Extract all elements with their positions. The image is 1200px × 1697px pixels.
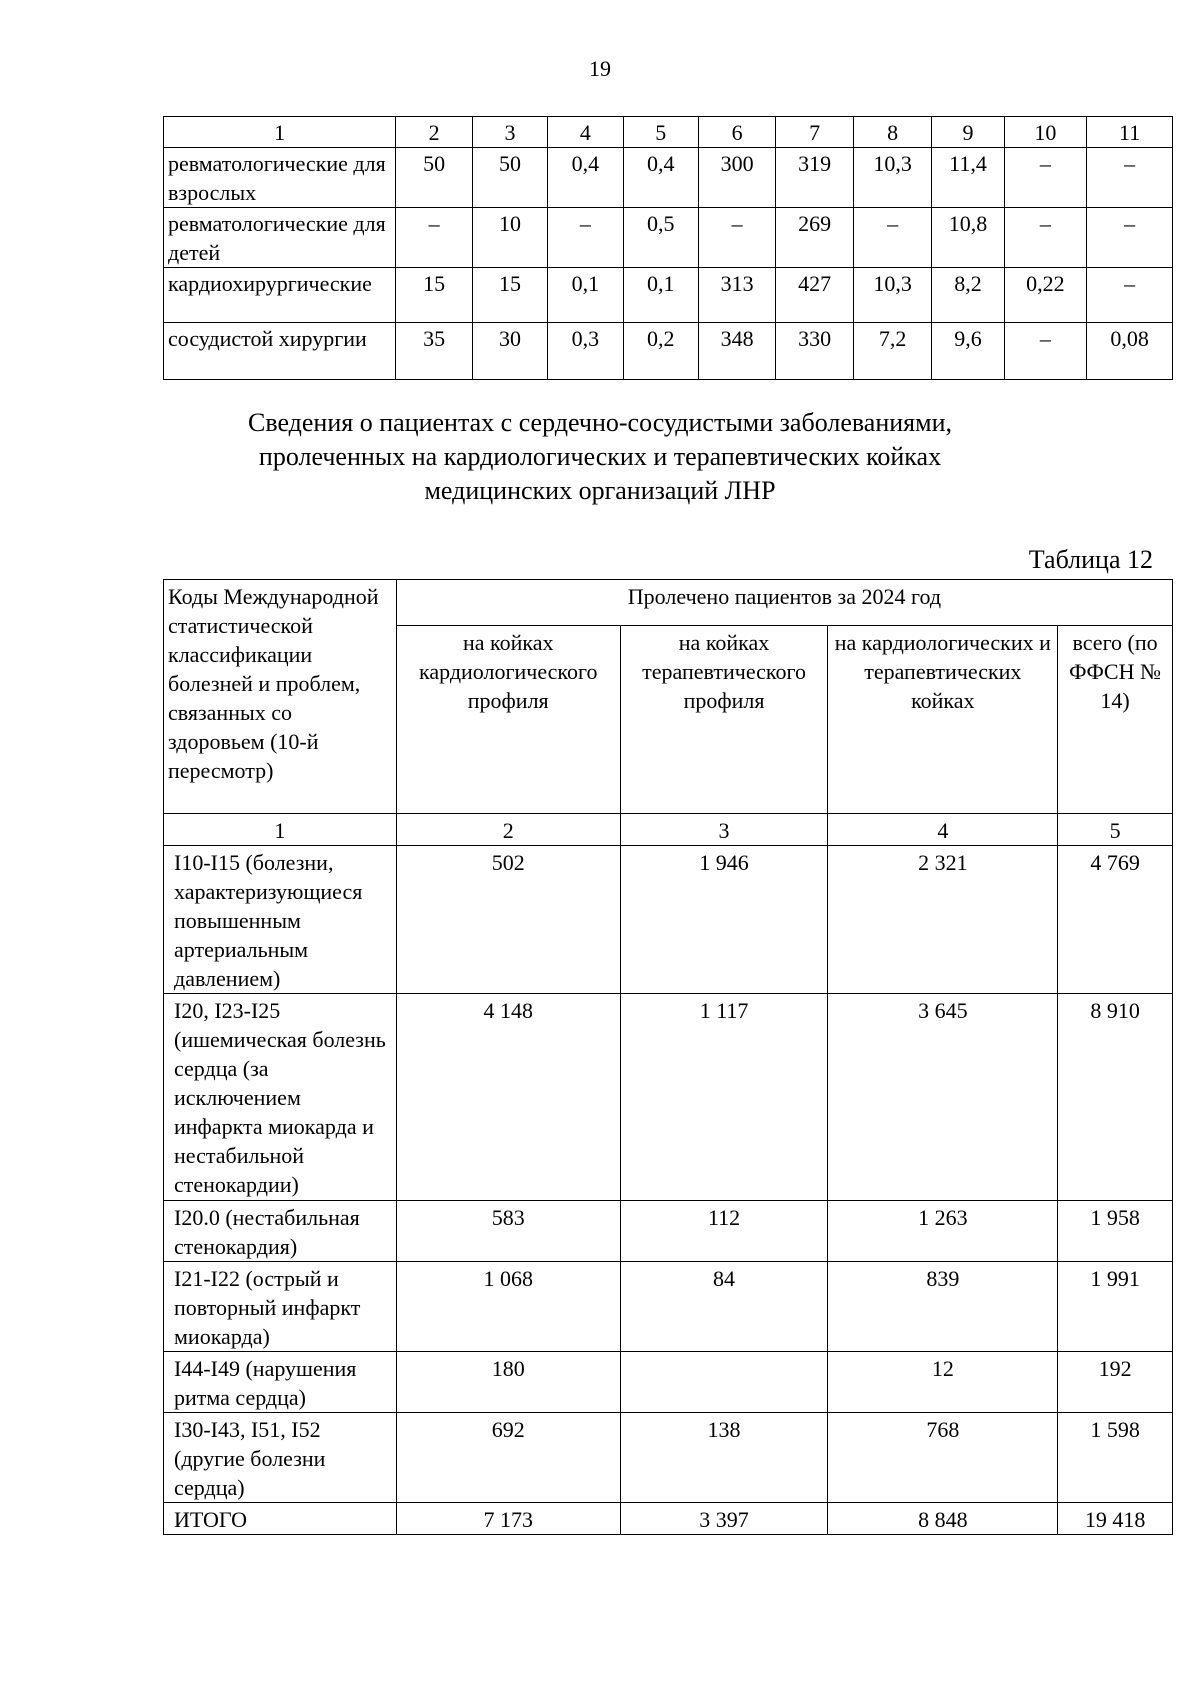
table-cell: 10	[472, 208, 547, 268]
treated-patients-header: Пролечено пациентов за 2024 год	[396, 580, 1172, 626]
table-row	[164, 1262, 1173, 1352]
table-cell: 112	[620, 1201, 828, 1262]
table-cell: 427	[776, 268, 853, 323]
row-label: I20.0 (нестабильная стенокардия)	[164, 1201, 397, 1262]
section-title	[0, 406, 1200, 508]
table-cell: –	[853, 208, 931, 268]
table-cell: 19 418	[1058, 1503, 1173, 1535]
total-row	[164, 1503, 1173, 1535]
table-cell: 11,4	[932, 148, 1004, 208]
table-cell: 502	[396, 846, 620, 994]
table-cell: 35	[396, 323, 472, 380]
table-cell: 7,2	[853, 323, 931, 380]
column-number: 2	[396, 814, 620, 846]
table-row	[164, 208, 1173, 268]
table-cell: –	[1004, 148, 1087, 208]
table-cell: –	[396, 208, 472, 268]
table-row	[164, 994, 1173, 1201]
column-numbers-row	[164, 814, 1173, 846]
table-cell: 330	[776, 323, 853, 380]
column-number: 4	[828, 814, 1058, 846]
table-cell: 313	[698, 268, 775, 323]
top-header-cell: 4	[548, 117, 623, 148]
table-cell: 1 958	[1058, 1201, 1173, 1262]
table-header-row	[164, 580, 1173, 626]
table-cell: 583	[396, 1201, 620, 1262]
table-cell: 1 991	[1058, 1262, 1173, 1352]
column-number: 1	[164, 814, 397, 846]
top-header-cell: 5	[623, 117, 698, 148]
table-cell: 300	[698, 148, 775, 208]
top-header-cell: 9	[932, 117, 1004, 148]
table-cell	[620, 1352, 828, 1413]
row-label: сосудистой хирургии	[164, 323, 396, 380]
table-cell: 348	[698, 323, 775, 380]
column-number: 5	[1058, 814, 1173, 846]
table-cell: 1 946	[620, 846, 828, 994]
table-cell: 0,4	[548, 148, 623, 208]
subheader-combined: на кардиологических и терапевтических койках	[828, 626, 1058, 814]
row-label: кардиохирургические	[164, 268, 396, 323]
top-header-cell: 1	[164, 117, 396, 148]
top-header-cell: 11	[1087, 117, 1173, 148]
table-cell: 2 321	[828, 846, 1058, 994]
table-cell: 839	[828, 1262, 1058, 1352]
section-title-line: пролеченных на кардиологических и терапевтических койках	[258, 442, 942, 471]
table-cell: 269	[776, 208, 853, 268]
table-cell: 768	[828, 1413, 1058, 1503]
row-label: I30-I43, I51, I52 (другие болезни сердца)	[164, 1413, 397, 1503]
table-cell: 10,8	[932, 208, 1004, 268]
top-header-cell: 6	[698, 117, 775, 148]
table-cell: 8 848	[828, 1503, 1058, 1535]
table-cell: 0,1	[548, 268, 623, 323]
section-title-line: Сведения о пациентах с сердечно-сосудистыми заболеваниями,	[247, 408, 952, 437]
table-cell: –	[1004, 323, 1087, 380]
table-row	[164, 1352, 1173, 1413]
table-cell: 12	[828, 1352, 1058, 1413]
row-label: ревматологические для детей	[164, 208, 396, 268]
table-cell: –	[1087, 208, 1173, 268]
table-cell: 7 173	[396, 1503, 620, 1535]
table-cell: 4 148	[396, 994, 620, 1201]
page-number: 19	[589, 56, 611, 81]
table-cell: 0,22	[1004, 268, 1087, 323]
table-cell: –	[698, 208, 775, 268]
table-cell: 0,4	[623, 148, 698, 208]
table-cell: 0,1	[623, 268, 698, 323]
row-label: I20, I23-I25 (ишемическая болезнь сердца (за исключением инфаркта миокарда и нестабильной стенокардии)	[164, 994, 397, 1201]
top-header-cell: 8	[853, 117, 931, 148]
table-row	[164, 846, 1173, 994]
table-row	[164, 1201, 1173, 1262]
table-row	[164, 1413, 1173, 1503]
table-cell: 9,6	[932, 323, 1004, 380]
table-cell: 15	[396, 268, 472, 323]
table-row	[164, 323, 1173, 380]
top-table	[163, 116, 1173, 380]
table-caption: Таблица 12	[1028, 545, 1153, 574]
table-cell: 30	[472, 323, 547, 380]
top-header-cell: 7	[776, 117, 853, 148]
table-cell: 1 263	[828, 1201, 1058, 1262]
table-cell: 3 397	[620, 1503, 828, 1535]
section-title-line: медицинских организаций ЛНР	[424, 476, 776, 505]
table-cell: –	[1004, 208, 1087, 268]
total-label: ИТОГО	[164, 1503, 397, 1535]
table-cell: 15	[472, 268, 547, 323]
subheader-therapy: на койках терапевтического профиля	[620, 626, 828, 814]
table-cell: 3 645	[828, 994, 1058, 1201]
table-cell: 8,2	[932, 268, 1004, 323]
table-cell: 0,2	[623, 323, 698, 380]
table-cell: 84	[620, 1262, 828, 1352]
table-cell: 319	[776, 148, 853, 208]
table-cell: 0,3	[548, 323, 623, 380]
top-header-cell: 3	[472, 117, 547, 148]
table-cell: 138	[620, 1413, 828, 1503]
table-cell: 10,3	[853, 148, 931, 208]
table-cell: –	[1087, 148, 1173, 208]
table-cell: –	[1087, 268, 1173, 323]
row-label: I10-I15 (болезни, характеризующиеся повышенным артериальным давлением)	[164, 846, 397, 994]
icd-codes-header: Коды Международной статистической классификации болезней и проблем, связанных со здоровьем (10-й пересмотр)	[164, 580, 397, 814]
table-cell: 0,08	[1087, 323, 1173, 380]
table-cell: 692	[396, 1413, 620, 1503]
table-cell: 50	[396, 148, 472, 208]
table-cell: 10,3	[853, 268, 931, 323]
table-cell: 1 068	[396, 1262, 620, 1352]
table-cell: 192	[1058, 1352, 1173, 1413]
top-header-cell: 2	[396, 117, 472, 148]
top-table-header-row	[164, 117, 1173, 148]
row-label: I21-I22 (острый и повторный инфаркт миокарда)	[164, 1262, 397, 1352]
table-cell: 50	[472, 148, 547, 208]
row-label: I44-I49 (нарушения ритма сердца)	[164, 1352, 397, 1413]
row-label: ревматологические для взрослых	[164, 148, 396, 208]
subheader-cardiology: на койках кардиологического профиля	[396, 626, 620, 814]
table-cell: –	[548, 208, 623, 268]
table-cell: 1 598	[1058, 1413, 1173, 1503]
table-cell: 4 769	[1058, 846, 1173, 994]
table-row	[164, 268, 1173, 323]
column-number: 3	[620, 814, 828, 846]
table-cell: 1 117	[620, 994, 828, 1201]
table-cell: 0,5	[623, 208, 698, 268]
table-row	[164, 148, 1173, 208]
table-12	[163, 579, 1173, 1535]
subheader-total: всего (по ФФСН № 14)	[1058, 626, 1173, 814]
table-cell: 8 910	[1058, 994, 1173, 1201]
top-header-cell: 10	[1004, 117, 1087, 148]
table-cell: 180	[396, 1352, 620, 1413]
